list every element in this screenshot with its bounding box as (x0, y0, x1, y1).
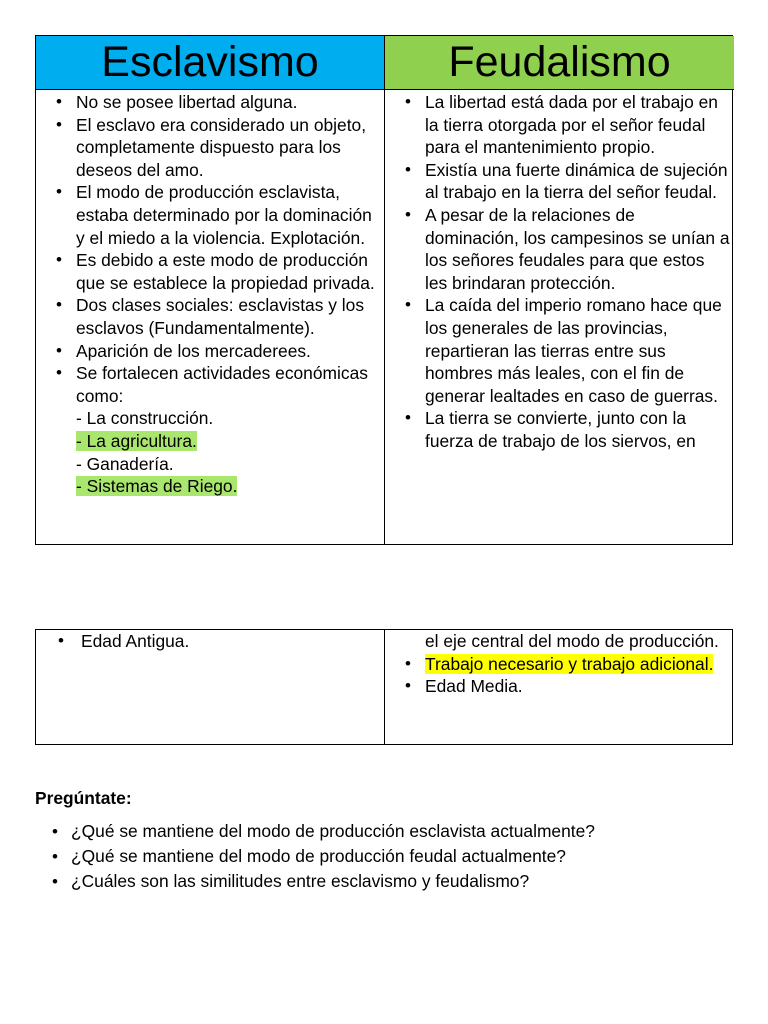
comparison-table (35, 35, 733, 545)
feudalismo-cell (385, 90, 734, 544)
list-item: • No se posee libertad alguna. (36, 91, 384, 114)
feudalismo-cell-continued (385, 630, 734, 744)
list-item: • Edad Antigua. (36, 630, 384, 653)
list-item: • Se fortalecen actividades económicas como: - La construcción. - La agricultura. - Ganadería. - Sistemas de Riego. (36, 362, 384, 498)
feudalismo-list-continued (385, 653, 734, 698)
esclavismo-list-continued (36, 630, 384, 653)
list-item: • Es debido a este modo de producción que se establece la propiedad privada. (36, 249, 384, 294)
list-item: • Dos clases sociales: esclavistas y los esclavos (Fundamentalmente). (36, 294, 384, 339)
list-item: • La libertad está dada por el trabajo en la tierra otorgada por el señor feudal para el mantenimiento propio. (385, 91, 734, 159)
list-item: • Aparición de los mercaderees. (36, 340, 384, 363)
questions-title: Pregúntate: (35, 788, 132, 808)
question-item: • ¿Qué se mantiene del modo de producción feudal actualmente? (35, 844, 735, 869)
questions-section (35, 819, 735, 894)
list-item-highlighted: • Trabajo necesario y trabajo adicional. (385, 653, 734, 676)
questions-list (35, 819, 735, 894)
comparison-table-continued (35, 629, 733, 745)
feudalismo-list (385, 91, 734, 453)
list-item: • El esclavo era considerado un objeto, completamente dispuesto para los deseos del amo. (36, 114, 384, 182)
list-item: • A pesar de la relaciones de dominación, los campesinos se unían a los señores feudales para que estos les brindaran protección. (385, 204, 734, 294)
esclavismo-list (36, 91, 384, 498)
list-item: • La tierra se convierte, junto con la fuerza de trabajo de los siervos, en (385, 407, 734, 452)
question-item: • ¿Qué se mantiene del modo de producción esclavista actualmente? (35, 819, 735, 844)
sub-item-highlighted: - La agricultura. (76, 430, 197, 451)
continuation-text: el eje central del modo de producción. (425, 631, 719, 651)
sub-item: - La construcción. (76, 408, 214, 429)
sub-item: - Ganadería. (76, 453, 174, 474)
question-item: • ¿Cuáles son las similitudes entre esclavismo y feudalismo? (35, 869, 735, 894)
header-esclavismo (36, 36, 385, 90)
list-item: • El modo de producción esclavista, estaba determinado por la dominación y el miedo a la violencia. Explotación. (36, 181, 384, 249)
header-feudalismo (385, 36, 734, 90)
esclavismo-cell (36, 90, 385, 544)
list-item: • La caída del imperio romano hace que los generales de las provincias, repartieran las tierras entre sus hombres más leales, con el fin de generar lealtades en caso de guerras. (385, 294, 734, 407)
list-item: • Edad Media. (385, 675, 734, 698)
sub-item-highlighted: - Sistemas de Riego. (76, 476, 238, 497)
header-esclavismo-text: Esclavismo (101, 38, 319, 86)
esclavismo-cell-continued (36, 630, 385, 744)
header-feudalismo-text: Feudalismo (448, 38, 671, 86)
list-item: • Existía una fuerte dinámica de sujeción al trabajo en la tierra del señor feudal. (385, 159, 734, 204)
